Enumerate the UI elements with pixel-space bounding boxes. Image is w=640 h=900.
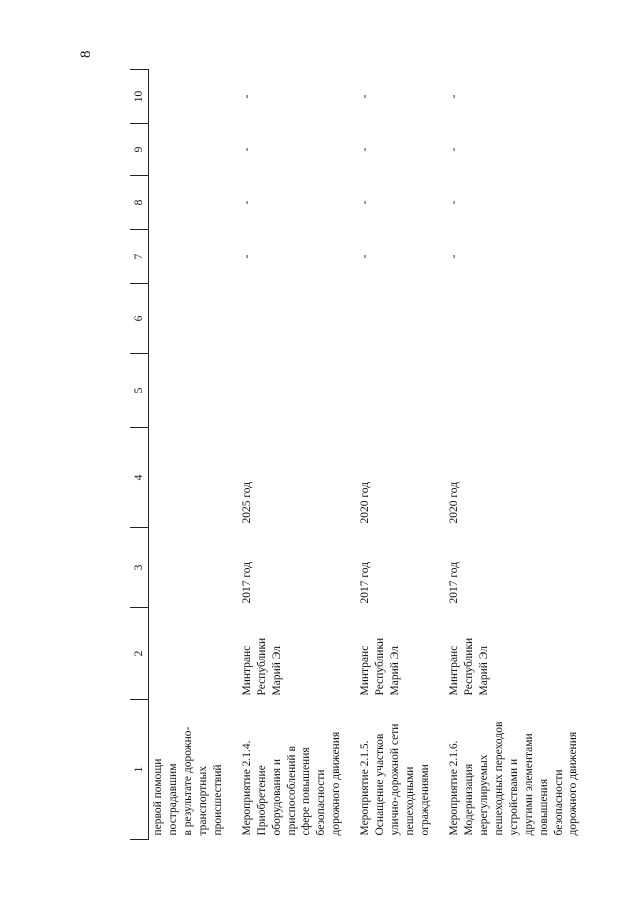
table-row xyxy=(445,70,593,840)
text-line: нерегулируемых xyxy=(477,754,490,836)
table-row xyxy=(238,70,357,840)
text-line: Республики xyxy=(255,637,268,696)
col-header-4: 4 xyxy=(130,428,149,528)
text-line: приспособлений в xyxy=(285,746,298,836)
cell-executor xyxy=(356,608,445,700)
cell-start-year: 2017 год xyxy=(359,561,372,604)
cell-col10: - xyxy=(447,94,460,99)
cell-col8: - xyxy=(359,200,372,205)
text-line: транспортных xyxy=(196,766,209,836)
text-line: Мероприятие 2.1.5. xyxy=(359,740,372,836)
text-line: Мероприятие 2.1.4. xyxy=(240,740,253,836)
text-line: Оснащение участков xyxy=(374,733,387,836)
cell-col10: - xyxy=(359,94,372,99)
cell-col6 xyxy=(445,284,593,354)
cell-col7: - xyxy=(240,254,253,259)
col-header-1: 1 xyxy=(130,700,149,840)
cell-col7: - xyxy=(359,254,372,259)
cell-start-year: 2017 год xyxy=(447,561,460,604)
text-line: Марий Эл xyxy=(270,646,283,696)
text-line: пешеходными xyxy=(404,766,417,836)
cell-col9: - xyxy=(359,147,372,152)
text-line: Мероприятие 2.1.6. xyxy=(447,740,460,836)
col-header-6: 6 xyxy=(130,284,149,354)
header-row xyxy=(130,70,149,840)
text-line: повышения xyxy=(537,778,550,836)
cell-col7: - xyxy=(447,254,460,259)
cell-executor xyxy=(149,608,238,700)
cell-description xyxy=(238,700,357,840)
col-header-5: 5 xyxy=(130,354,149,428)
cell-description xyxy=(445,700,593,840)
cell-col5 xyxy=(356,354,445,428)
cell-col9: - xyxy=(447,147,460,152)
cell-col7 xyxy=(149,230,238,284)
cell-col8: - xyxy=(240,200,253,205)
cell-start-year xyxy=(149,528,238,608)
cell-end-year: 2025 год xyxy=(240,481,253,524)
cell-col6 xyxy=(356,284,445,354)
cell-col8: - xyxy=(447,200,460,205)
text-line: Марий Эл xyxy=(389,646,402,696)
cell-col6 xyxy=(149,284,238,354)
cell-description xyxy=(149,700,238,840)
cell-col5 xyxy=(149,354,238,428)
text-line: улично-дорожной сети xyxy=(389,723,402,836)
cell-executor xyxy=(445,608,593,700)
cell-col5 xyxy=(445,354,593,428)
cell-col10 xyxy=(149,70,238,124)
text-line: оборудования и xyxy=(270,758,283,836)
table-row xyxy=(356,70,445,840)
text-line: дорожного движения xyxy=(567,731,580,836)
page-number: 8 xyxy=(78,50,94,58)
text-line: пострадавшим xyxy=(166,763,179,836)
text-line: Минтранс xyxy=(359,645,372,696)
col-header-8: 8 xyxy=(130,176,149,230)
text-line: Минтранс xyxy=(447,645,460,696)
text-line: сфере повышения xyxy=(300,747,313,836)
text-line: Модернизация xyxy=(462,763,475,836)
cell-col10: - xyxy=(240,94,253,99)
text-line: в результате дорожно- xyxy=(181,726,194,836)
cell-executor xyxy=(238,608,357,700)
cell-col5 xyxy=(238,354,357,428)
col-header-2: 2 xyxy=(130,608,149,700)
cell-end-year: 2020 год xyxy=(359,481,372,524)
text-line: ограждениями xyxy=(419,764,431,836)
cell-col9: - xyxy=(240,147,253,152)
rotated-table-wrapper xyxy=(130,70,580,840)
text-line: Приобретение xyxy=(255,765,268,836)
text-line: дорожного движения xyxy=(330,731,343,836)
col-header-9: 9 xyxy=(130,124,149,176)
table-row xyxy=(149,70,238,840)
text-line: первой помощи xyxy=(152,758,164,836)
cell-col9 xyxy=(149,124,238,176)
cell-col8 xyxy=(149,176,238,230)
cell-col6 xyxy=(238,284,357,354)
text-line: пешеходных переходов xyxy=(492,721,505,836)
cell-description xyxy=(356,700,445,840)
text-line: другими элементами xyxy=(522,733,535,836)
cell-start-year: 2017 год xyxy=(240,561,253,604)
text-line: Республики xyxy=(374,637,387,696)
col-header-7: 7 xyxy=(130,230,149,284)
text-line: Республики xyxy=(462,637,475,696)
cell-end-year xyxy=(149,428,238,528)
text-line: безопасности xyxy=(315,769,328,836)
cell-end-year: 2020 год xyxy=(447,481,460,524)
text-line: безопасности xyxy=(552,769,565,836)
text-line: происшествий xyxy=(211,764,224,836)
text-line: устройствами и xyxy=(507,758,520,836)
col-header-10: 10 xyxy=(130,70,149,124)
col-header-3: 3 xyxy=(130,528,149,608)
text-line: Минтранс xyxy=(240,645,253,696)
measures-table xyxy=(130,69,593,840)
text-line: Марий Эл xyxy=(477,646,490,696)
